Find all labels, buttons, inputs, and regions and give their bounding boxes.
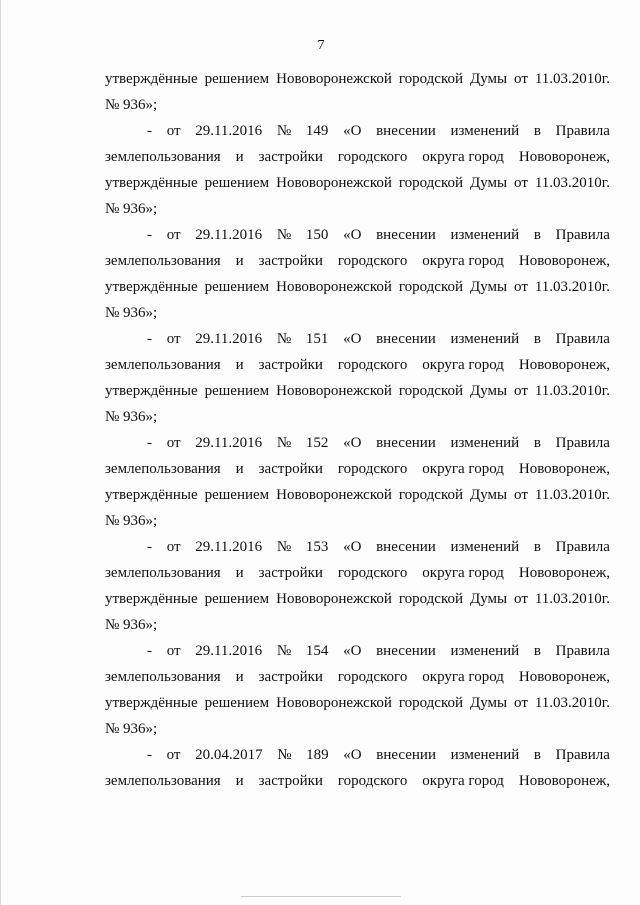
- word: округа город: [422, 669, 504, 685]
- word: от: [514, 279, 528, 295]
- word: №: [277, 747, 292, 763]
- word: внесении: [376, 747, 436, 763]
- word: утверждённые: [105, 591, 198, 607]
- word: Думы: [469, 591, 508, 607]
- word: городского: [337, 149, 408, 165]
- word: 29.11.2016: [195, 227, 263, 243]
- word: и: [235, 565, 244, 581]
- list-item-4-line-3: [105, 482, 610, 508]
- word: в: [533, 331, 541, 347]
- word: внесении: [376, 331, 436, 347]
- word: округа город: [422, 357, 504, 373]
- word: Думы: [469, 71, 508, 87]
- word: застройки: [258, 357, 323, 373]
- word: и: [235, 773, 244, 789]
- word: 11.03.2010г.: [534, 279, 610, 295]
- document-body: [105, 66, 610, 794]
- list-item-3-line-1: [105, 326, 610, 352]
- word: от: [166, 227, 181, 243]
- list-item-4-line-2: [105, 456, 610, 482]
- word: решением: [204, 71, 270, 87]
- word: утверждённые: [105, 487, 198, 503]
- word: от: [166, 643, 181, 659]
- word: «О: [343, 435, 362, 451]
- word: и: [235, 149, 244, 165]
- word: землепользования: [105, 149, 221, 165]
- word: внесении: [376, 123, 436, 139]
- word: землепользования: [105, 253, 221, 269]
- word: Думы: [469, 695, 508, 711]
- word: землепользования: [105, 461, 221, 477]
- list-item-5-line-1: [105, 534, 610, 560]
- word: в: [533, 435, 541, 451]
- word: утверждённые: [105, 279, 198, 295]
- list-item-3-line-4: № 936»;: [105, 409, 158, 425]
- word: внесении: [376, 539, 436, 555]
- word: «О: [343, 747, 362, 763]
- list-item-1-line-1: [105, 118, 610, 144]
- word: Нововоронежской: [276, 279, 392, 295]
- list-item-1-line-2: [105, 144, 610, 170]
- word: округа город: [422, 773, 504, 789]
- word: изменений: [450, 123, 520, 139]
- word: 29.11.2016: [195, 539, 263, 555]
- word: внесении: [376, 227, 436, 243]
- word: решением: [204, 279, 270, 295]
- word: «О: [343, 331, 362, 347]
- word: Нововоронежской: [276, 695, 392, 711]
- list-item-1-line-3: [105, 170, 610, 196]
- word: -: [147, 331, 152, 347]
- word: в: [533, 123, 541, 139]
- word: Думы: [469, 175, 508, 191]
- word: от: [166, 123, 181, 139]
- word: 11.03.2010г.: [534, 383, 610, 399]
- word: Правила: [555, 123, 610, 139]
- word: решением: [204, 383, 270, 399]
- word: 29.11.2016: [195, 123, 263, 139]
- word: Правила: [555, 227, 610, 243]
- scan-edge-line: [241, 896, 401, 897]
- word: застройки: [258, 565, 323, 581]
- word: Правила: [555, 539, 610, 555]
- word: в: [533, 643, 541, 659]
- word: Нововоронеж,: [518, 461, 610, 477]
- word: 11.03.2010г.: [534, 175, 610, 191]
- word: городской: [398, 383, 464, 399]
- word: -: [147, 747, 152, 763]
- word: изменений: [450, 747, 520, 763]
- word: городской: [398, 591, 464, 607]
- word: Нововоронеж,: [518, 565, 610, 581]
- word: застройки: [258, 149, 323, 165]
- word: Нововоронежской: [276, 383, 392, 399]
- word: 20.04.2017: [195, 747, 263, 763]
- word: застройки: [258, 669, 323, 685]
- word: изменений: [450, 643, 520, 659]
- list-item-7-line-1: [105, 742, 610, 768]
- word: решением: [204, 591, 270, 607]
- word: Нововоронежской: [276, 71, 392, 87]
- word: №: [276, 227, 292, 243]
- word: Нововоронежской: [276, 591, 392, 607]
- list-item-2-line-4: № 936»;: [105, 305, 158, 321]
- word: в: [533, 227, 541, 243]
- list-item-5-line-2: [105, 560, 610, 586]
- word: землепользования: [105, 669, 221, 685]
- word: Нововоронежской: [276, 175, 392, 191]
- page-number: 7: [317, 38, 325, 53]
- word: 11.03.2010г.: [534, 71, 610, 87]
- list-item-2-line-3: [105, 274, 610, 300]
- word: застройки: [258, 461, 323, 477]
- word: решением: [204, 487, 270, 503]
- word: округа город: [422, 149, 504, 165]
- word: от: [514, 175, 528, 191]
- word: 11.03.2010г.: [534, 487, 610, 503]
- word: №: [276, 643, 292, 659]
- word: от: [514, 695, 528, 711]
- word: от: [166, 435, 181, 451]
- word: городской: [398, 175, 464, 191]
- list-item-6-line-4: № 936»;: [105, 721, 158, 737]
- word: от: [514, 487, 528, 503]
- word: решением: [204, 695, 270, 711]
- word: городского: [337, 773, 408, 789]
- word: Нововоронеж,: [518, 773, 610, 789]
- word: 154: [305, 643, 329, 659]
- word: 153: [305, 539, 329, 555]
- word: округа город: [422, 565, 504, 581]
- list-item-4-line-4: № 936»;: [105, 513, 158, 529]
- word: застройки: [258, 253, 323, 269]
- word: изменений: [450, 539, 520, 555]
- word: округа город: [422, 253, 504, 269]
- word: от: [514, 591, 528, 607]
- word: Думы: [469, 383, 508, 399]
- word: в: [533, 747, 542, 763]
- word: «О: [343, 123, 362, 139]
- word: решением: [204, 175, 270, 191]
- word: городской: [398, 71, 464, 87]
- word: №: [276, 539, 292, 555]
- word: и: [235, 253, 244, 269]
- word: -: [147, 227, 152, 243]
- word: -: [147, 435, 152, 451]
- word: и: [235, 461, 244, 477]
- word: Правила: [555, 643, 610, 659]
- list-item-5-line-3: [105, 586, 610, 612]
- list-item-7-line-2: [105, 768, 610, 794]
- word: утверждённые: [105, 71, 198, 87]
- word: №: [276, 435, 292, 451]
- text-line-continued-end: № 936»;: [105, 97, 158, 113]
- list-item-2-line-1: [105, 222, 610, 248]
- word: 29.11.2016: [195, 435, 263, 451]
- word: городского: [337, 253, 408, 269]
- word: застройки: [258, 773, 323, 789]
- list-item-3-line-3: [105, 378, 610, 404]
- word: Нововоронеж,: [518, 149, 610, 165]
- word: Нововоронеж,: [518, 253, 610, 269]
- word: изменений: [450, 435, 520, 451]
- word: 150: [305, 227, 329, 243]
- word: от: [166, 331, 181, 347]
- word: городского: [337, 357, 408, 373]
- word: 29.11.2016: [195, 643, 263, 659]
- word: землепользования: [105, 357, 221, 373]
- word: Нововоронежской: [276, 487, 392, 503]
- word: утверждённые: [105, 383, 198, 399]
- list-item-2-line-2: [105, 248, 610, 274]
- word: 189: [306, 747, 329, 763]
- word: 149: [305, 123, 329, 139]
- word: городской: [398, 487, 464, 503]
- word: Правила: [555, 747, 610, 763]
- word: от: [166, 747, 181, 763]
- word: внесении: [376, 643, 436, 659]
- word: от: [166, 539, 181, 555]
- word: землепользования: [105, 565, 221, 581]
- list-item-3-line-2: [105, 352, 610, 378]
- word: 11.03.2010г.: [534, 591, 610, 607]
- word: утверждённые: [105, 175, 198, 191]
- word: изменений: [450, 331, 520, 347]
- word: Думы: [469, 487, 508, 503]
- list-item-5-line-4: № 936»;: [105, 617, 158, 633]
- word: Правила: [555, 331, 610, 347]
- word: городского: [337, 461, 408, 477]
- word: Нововоронеж,: [518, 669, 610, 685]
- text-line-continued: [105, 66, 610, 92]
- word: Нововоронеж,: [518, 357, 610, 373]
- word: внесении: [376, 435, 436, 451]
- word: и: [235, 669, 244, 685]
- word: городского: [337, 669, 408, 685]
- list-item-6-line-1: [105, 638, 610, 664]
- word: -: [147, 539, 152, 555]
- word: 11.03.2010г.: [534, 695, 610, 711]
- word: «О: [343, 643, 362, 659]
- word: от: [514, 71, 528, 87]
- word: городской: [398, 695, 464, 711]
- list-item-6-line-3: [105, 690, 610, 716]
- word: «О: [343, 539, 362, 555]
- word: Правила: [555, 435, 610, 451]
- list-item-1-line-4: № 936»;: [105, 201, 158, 217]
- word: округа город: [422, 461, 504, 477]
- word: Думы: [469, 279, 508, 295]
- word: 29.11.2016: [195, 331, 263, 347]
- list-item-6-line-2: [105, 664, 610, 690]
- word: -: [147, 123, 152, 139]
- word: 151: [305, 331, 329, 347]
- word: №: [276, 123, 292, 139]
- word: -: [147, 643, 152, 659]
- word: №: [276, 331, 292, 347]
- word: «О: [343, 227, 362, 243]
- word: 152: [305, 435, 329, 451]
- word: городской: [398, 279, 464, 295]
- word: от: [514, 383, 528, 399]
- list-item-4-line-1: [105, 430, 610, 456]
- word: в: [533, 539, 541, 555]
- word: утверждённые: [105, 695, 198, 711]
- word: городского: [337, 565, 408, 581]
- word: изменений: [450, 227, 520, 243]
- word: землепользования: [105, 773, 221, 789]
- word: и: [235, 357, 244, 373]
